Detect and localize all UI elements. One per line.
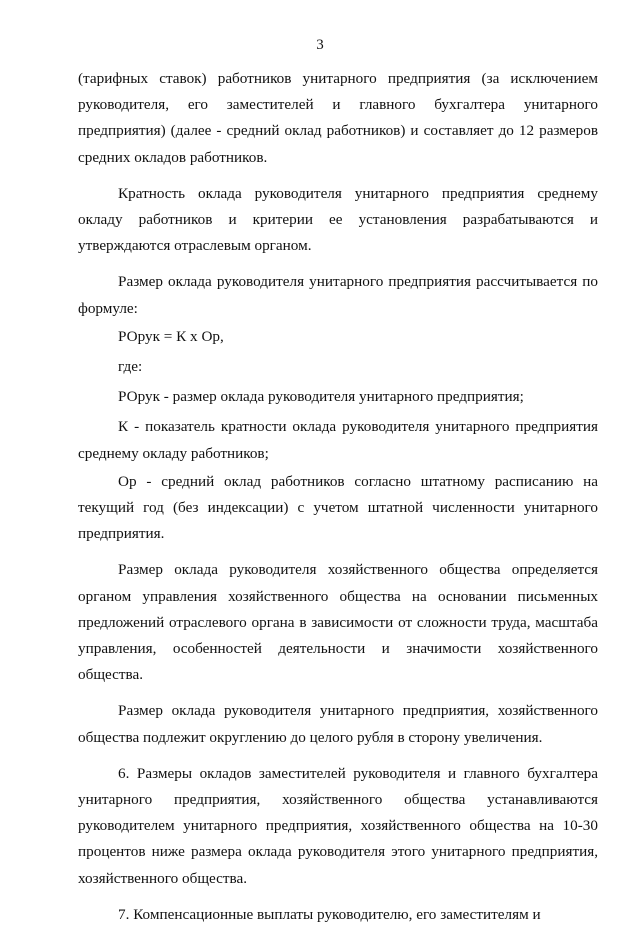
paragraph-rounding: Размер оклада руководителя унитарного предприятия, хозяйственного общества подлежит округлению до целого рубля в сторону увеличения. <box>78 702 598 746</box>
paragraph-formula-intro: Размер оклада руководителя унитарного предприятия рассчитывается по формуле: <box>78 273 598 317</box>
formula-where: где: <box>118 358 143 376</box>
paragraph-item-7: 7. Компенсационные выплаты руководителю, его заместителям и <box>118 905 541 923</box>
formula: РОрук = К х Ор, <box>118 327 224 345</box>
page-number: 3 <box>316 37 324 53</box>
formula-definition-or: Ор - средний оклад работников согласно штатному расписанию на текущий год (без индексации) с учетом штатной численности унитарного предприятия. <box>78 472 598 543</box>
paragraph-item-6: 6. Размеры окладов заместителей руководителя и главного бухгалтера унитарного предприятия, хозяйственного общества устанавливаются руководителем унитарного предприятия, хозяйственного общества на 10-30 процентов ниже размера оклада руководителя этого унитарного предприятия, хозяйственного общества. <box>78 764 598 887</box>
paragraph-continuation: (тарифных ставок) работников унитарного предприятия (за исключением руководителя, его заместителей и главного бухгалтера унитарного предприятия) (далее - средний оклад работников) и составляет до 12 размеров средних окладов работников. <box>78 70 598 166</box>
paragraph-ratio-criteria: Кратность оклада руководителя унитарного предприятия среднему окладу работников и критерии ее установления разрабатываются и утверждаются отраслевым органом. <box>78 184 598 255</box>
formula-definition-rorуk: РОрук - размер оклада руководителя унитарного предприятия; <box>118 388 524 406</box>
document-body <box>78 66 598 938</box>
formula-definition-k: К - показатель кратности оклада руководителя унитарного предприятия среднему окладу работников; <box>78 418 598 462</box>
paragraph-company-salary: Размер оклада руководителя хозяйственного общества определяется органом управления хозяйственного общества на основании письменных предложений отраслевого органа в зависимости от сложности труда, масштаба управления, особенностей деятельности и значимости хозяйственного общества. <box>78 561 598 684</box>
